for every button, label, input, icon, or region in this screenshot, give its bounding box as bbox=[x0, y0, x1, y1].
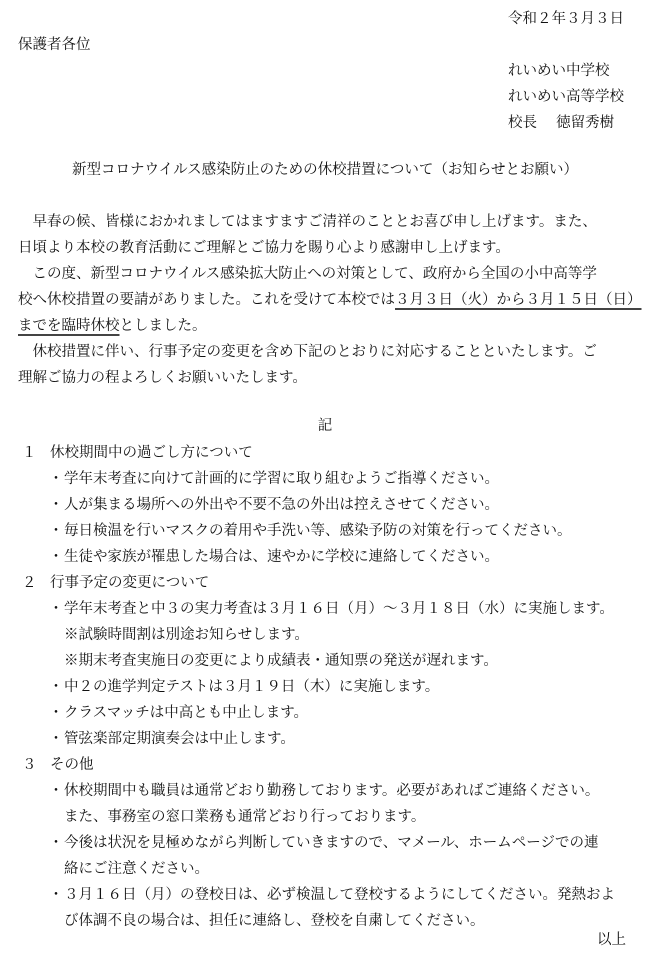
list-item bbox=[48, 700, 439, 726]
section-1-list bbox=[48, 466, 572, 570]
bullet: ・ bbox=[48, 679, 64, 695]
response-line: 理解ご協力の程よろしくお願いいたします。 bbox=[18, 370, 307, 386]
closure-paragraph bbox=[18, 261, 642, 339]
response-paragraph bbox=[18, 339, 630, 391]
closure-line bbox=[18, 287, 642, 313]
list-item-text: ３月１６日（月）の登校日は、必ず検温して登校するようにしてください。発熱およ bbox=[64, 887, 615, 903]
list-item bbox=[48, 778, 615, 804]
section-title: その他 bbox=[50, 757, 94, 773]
bullet: ・ bbox=[48, 835, 64, 851]
list-item bbox=[48, 518, 572, 544]
bullet: ・ bbox=[48, 523, 64, 539]
section-heading bbox=[22, 570, 209, 596]
list-item-continuation: また、事務室の窓口業務も通常どおり行っております。 bbox=[64, 809, 426, 825]
bullet: ・ bbox=[48, 705, 64, 721]
section-heading bbox=[22, 752, 94, 778]
bullet: ・ bbox=[48, 783, 64, 799]
greeting-line: 早春の候、皆様におかれましてはますますご清祥のこととお喜び申し上げます。また、 bbox=[32, 214, 597, 230]
response-line: 休校措置に伴い、行事予定の変更を含め下記のとおりに対応することといたします。ご bbox=[32, 344, 597, 360]
section-3-list bbox=[48, 778, 615, 934]
list-item bbox=[48, 726, 439, 752]
closure-text: としました。 bbox=[119, 318, 207, 334]
list-item-continuation: 絡にご注意ください。 bbox=[64, 861, 209, 877]
section-number: ２ bbox=[22, 575, 37, 591]
greeting-paragraph bbox=[18, 209, 630, 261]
closure-period-highlight: までを臨時休校 bbox=[18, 318, 120, 334]
section-title: 行事予定の変更について bbox=[50, 575, 210, 591]
list-item-text: 学年末考査と中３の実力考査は３月１６日（月）～３月１８日（水）に実施します。 bbox=[64, 601, 614, 617]
list-item-text: 中２の進学判定テストは３月１９日（木）に実施します。 bbox=[64, 679, 440, 695]
list-item-text: 休校期間中も職員は通常どおり勤務しております。必要があればご連絡ください。 bbox=[64, 783, 600, 799]
list-item-text: 今後は状況を見極めながら判断していきますので、マメール、ホームページでの連 bbox=[64, 835, 599, 851]
sender-junior-high: れいめい中学校 bbox=[508, 63, 610, 79]
bullet: ・ bbox=[48, 731, 64, 747]
section-2-notes bbox=[64, 622, 498, 674]
bullet: ・ bbox=[48, 497, 64, 513]
note: ※期末考査実施日の変更により成績表・通知票の発送が遅れます。 bbox=[64, 653, 498, 669]
list-item-text: 学年末考査に向けて計画的に学習に取り組むようご指導ください。 bbox=[64, 471, 499, 487]
list-item-text: クラスマッチは中高とも中止します。 bbox=[64, 705, 309, 721]
closure-text: 校へ休校措置の要請がありました。これを受けて本校では bbox=[18, 292, 395, 308]
sender-high-school: れいめい高等学校 bbox=[508, 89, 624, 105]
list-item bbox=[48, 596, 614, 622]
section-number: ３ bbox=[22, 757, 37, 773]
section-heading bbox=[22, 440, 253, 466]
closure-period-highlight: ３月３日（火）から３月１５日（日） bbox=[395, 292, 642, 308]
document-date: 令和２年３月３日 bbox=[508, 11, 624, 27]
list-item bbox=[48, 830, 615, 856]
section-number: １ bbox=[22, 445, 37, 461]
section-2-list-cont bbox=[48, 674, 439, 752]
closure-line bbox=[18, 313, 630, 339]
bullet: ・ bbox=[48, 471, 64, 487]
document-title: 新型コロナウイルス感染防止のための休校措置について（お知らせとお願い） bbox=[72, 162, 578, 178]
bullet: ・ bbox=[48, 601, 64, 617]
recipient: 保護者各位 bbox=[18, 37, 91, 53]
bullet: ・ bbox=[48, 887, 64, 903]
list-item bbox=[48, 466, 572, 492]
list-item-text: 毎日検温を行いマスクの着用や手洗い等、感染予防の対策を行ってください。 bbox=[64, 523, 572, 539]
section-2-list bbox=[48, 596, 614, 622]
closing-mark: 以上 bbox=[597, 932, 626, 948]
section-title: 休校期間中の過ごし方について bbox=[50, 445, 253, 461]
list-item bbox=[48, 674, 439, 700]
note: ※試験時間割は別途お知らせします。 bbox=[64, 627, 309, 643]
closure-line: この度、新型コロナウイルス感染拡大防止への対策として、政府から全国の小中高等学 bbox=[32, 266, 597, 282]
list-item-continuation: び体調不良の場合は、担任に連絡し、登校を自粛してください。 bbox=[64, 913, 485, 929]
list-item-text: 管弦楽部定期演奏会は中止します。 bbox=[64, 731, 295, 747]
list-item bbox=[48, 544, 572, 570]
bullet: ・ bbox=[48, 549, 64, 565]
greeting-line: 日頃より本校の教育活動にご理解とご協力を賜り心より感謝申し上げます。 bbox=[18, 240, 510, 256]
list-item bbox=[48, 882, 615, 908]
list-item-text: 人が集まる場所への外出や不要不急の外出は控えさせてください。 bbox=[64, 497, 499, 513]
ki-marker: 記 bbox=[317, 418, 333, 434]
list-item-text: 生徒や家族が罹患した場合は、速やかに学校に連絡してください。 bbox=[64, 549, 499, 565]
sender-principal: 校長 徳留秀樹 bbox=[508, 115, 615, 131]
list-item bbox=[48, 492, 572, 518]
